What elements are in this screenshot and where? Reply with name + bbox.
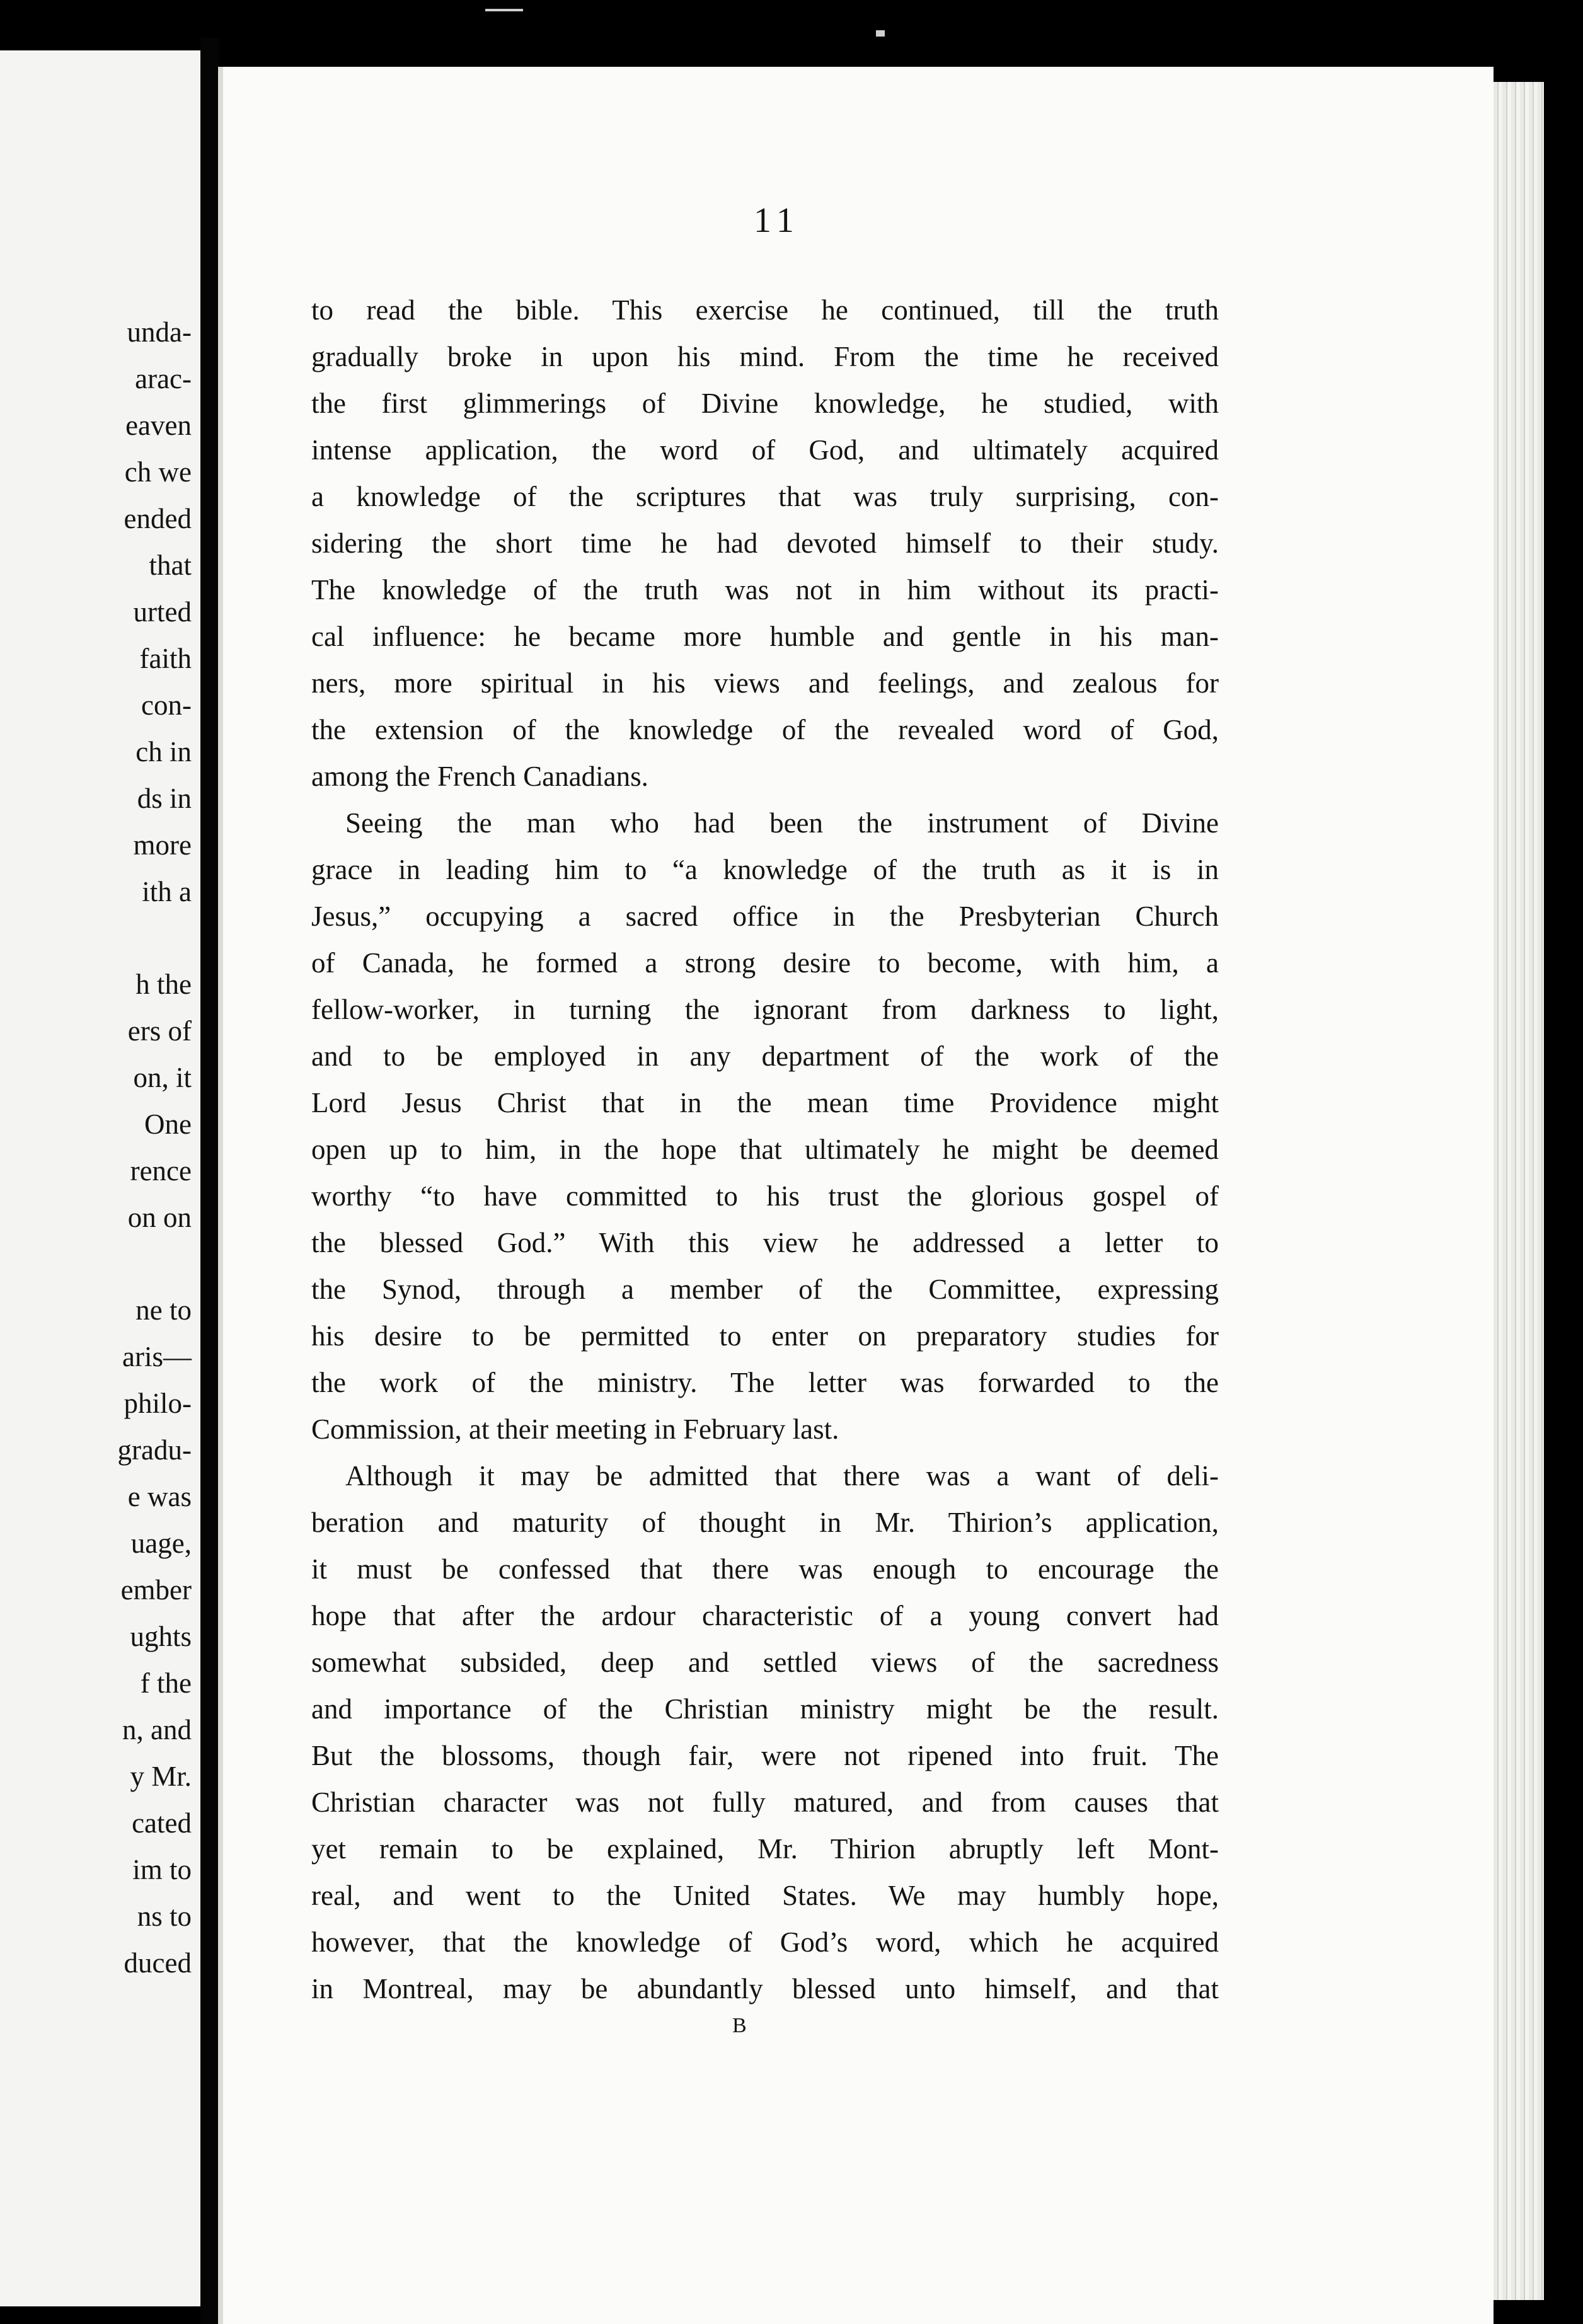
left-page-line-fragment: unda-	[127, 316, 192, 348]
left-page-line-fragment: ch in	[135, 736, 192, 768]
body-text-line: in Montreal, may be abundantly blessed unto himself, and that	[311, 1973, 1219, 2005]
body-text-line: however, that the knowledge of God’s word, which he acquired	[311, 1926, 1219, 1958]
body-text-line: hope that after the ardour characteristic of a young convert had	[311, 1600, 1219, 1631]
left-page-line-fragment: cated	[132, 1807, 192, 1839]
body-text-line: his desire to be permitted to enter on preparatory studies for	[311, 1320, 1219, 1352]
left-page-line-fragment: ember	[120, 1574, 192, 1606]
body-text-line: and to be employed in any department of the work of the	[311, 1040, 1219, 1072]
left-page-line-fragment: con-	[141, 689, 192, 721]
left-page-line-fragment: One	[144, 1108, 192, 1140]
body-text-line: the work of the ministry. The letter was forwarded to the	[311, 1367, 1219, 1398]
left-page-line-fragment: that	[149, 549, 192, 581]
left-page-line-fragment: aris—	[122, 1341, 192, 1372]
left-page-line-fragment: more	[133, 829, 192, 861]
left-page-line-fragment: n, and	[122, 1714, 192, 1746]
left-page-line-fragment: y Mr.	[130, 1761, 192, 1792]
left-page-line-fragment: ended	[124, 503, 192, 534]
body-text-line: open up to him, in the hope that ultimately he might be deemed	[311, 1134, 1219, 1165]
page-number: 11	[754, 201, 800, 240]
signature-mark: B	[732, 2014, 747, 2037]
body-text-line: sidering the short time he had devoted himself to their study.	[311, 527, 1219, 559]
left-page-line-fragment: ns to	[137, 1901, 192, 1932]
body-text-line: Jesus,” occupying a sacred office in the Presbyterian Church	[311, 900, 1219, 932]
left-page-line-fragment: ith a	[142, 876, 192, 907]
body-text-line: fellow-worker, in turning the ignorant from darkness to light,	[311, 994, 1219, 1025]
left-page-line-fragment: arac-	[135, 363, 192, 394]
body-text-line: Although it may be admitted that there was a want of deli-	[345, 1460, 1219, 1492]
left-page-line-fragment: on on	[127, 1202, 192, 1233]
body-text-line: real, and went to the United States. We may humbly hope,	[311, 1880, 1219, 1911]
left-page-line-fragment: ne to	[135, 1294, 192, 1326]
body-text-line: The knowledge of the truth was not in him without its practi-	[311, 574, 1219, 606]
body-text-line: grace in leading him to “a knowledge of the truth as it is in	[311, 854, 1219, 885]
body-text-line: the extension of the knowledge of the revealed word of God,	[311, 714, 1219, 745]
left-page-line-fragment: urted	[133, 596, 192, 628]
body-text-line: a knowledge of the scriptures that was truly surprising, con-	[311, 481, 1219, 512]
body-text-line: it must be confessed that there was enough to encourage the	[311, 1553, 1219, 1585]
left-page-line-fragment: f the	[140, 1667, 192, 1699]
body-text-line: cal influence: he became more humble and gentle in his man-	[311, 621, 1219, 652]
left-page-line-fragment: ers of	[127, 1015, 192, 1047]
body-text-line: ners, more spiritual in his views and feelings, and zealous for	[311, 667, 1219, 699]
left-page-line-fragment: duced	[124, 1947, 192, 1979]
left-page-line-fragment: ds in	[137, 783, 192, 814]
left-page-line-fragment: e was	[127, 1481, 192, 1512]
left-page-line-fragment: philo-	[124, 1388, 192, 1419]
page-edges	[1494, 82, 1544, 2300]
left-page-line-fragment: uage,	[130, 1527, 192, 1559]
body-text-line: intense application, the word of God, and ultimately acquired	[311, 434, 1219, 466]
left-page-line-fragment: eaven	[125, 410, 192, 441]
left-page-line-fragment: ch we	[124, 456, 192, 488]
left-page-line-fragment: faith	[139, 643, 192, 674]
body-text-line: Christian character was not fully matured, and from causes that	[311, 1786, 1219, 1818]
left-page-line-fragment: on, it	[133, 1062, 192, 1093]
body-text-line: worthy “to have committed to his trust the glorious gospel of	[311, 1180, 1219, 1212]
left-page-line-fragment: im to	[132, 1854, 192, 1885]
left-page-line-fragment: h the	[135, 969, 192, 1000]
body-text-line: of Canada, he formed a strong desire to become, with him, a	[311, 947, 1219, 979]
book-gutter	[200, 38, 219, 2324]
body-text-line: gradually broke in upon his mind. From the time he received	[311, 341, 1219, 372]
scan-speck	[876, 30, 885, 37]
body-text-line: yet remain to be explained, Mr. Thirion abruptly left Mont-	[311, 1833, 1219, 1865]
left-facing-page	[0, 50, 200, 2306]
body-text-line: among the French Canadians.	[311, 761, 648, 792]
body-text-line: Lord Jesus Christ that in the mean time Providence might	[311, 1087, 1219, 1119]
body-text-line: the blessed God.” With this view he addressed a letter to	[311, 1227, 1219, 1258]
body-text-line: beration and maturity of thought in Mr. Thirion’s application,	[311, 1507, 1219, 1538]
body-text-line: and importance of the Christian ministry might be the result.	[311, 1693, 1219, 1725]
left-page-line-fragment: ughts	[130, 1621, 192, 1652]
body-text-line: to read the bible. This exercise he continued, till the truth	[311, 294, 1219, 326]
body-text-line: the first glimmerings of Divine knowledge, he studied, with	[311, 388, 1219, 419]
body-text-line: the Synod, through a member of the Committee, expressing	[311, 1274, 1219, 1305]
scan-border	[1544, 0, 1583, 2324]
left-page-line-fragment: gradu-	[117, 1434, 192, 1466]
body-text-line: Seeing the man who had been the instrument of Divine	[345, 807, 1219, 839]
body-text-line: But the blossoms, though fair, were not ripened into fruit. The	[311, 1740, 1219, 1771]
body-text-line: somewhat subsided, deep and settled views of the sacredness	[311, 1647, 1219, 1678]
left-page-line-fragment: rence	[130, 1155, 192, 1187]
body-text-line: Commission, at their meeting in February last.	[311, 1413, 839, 1445]
scan-speck	[485, 9, 523, 11]
